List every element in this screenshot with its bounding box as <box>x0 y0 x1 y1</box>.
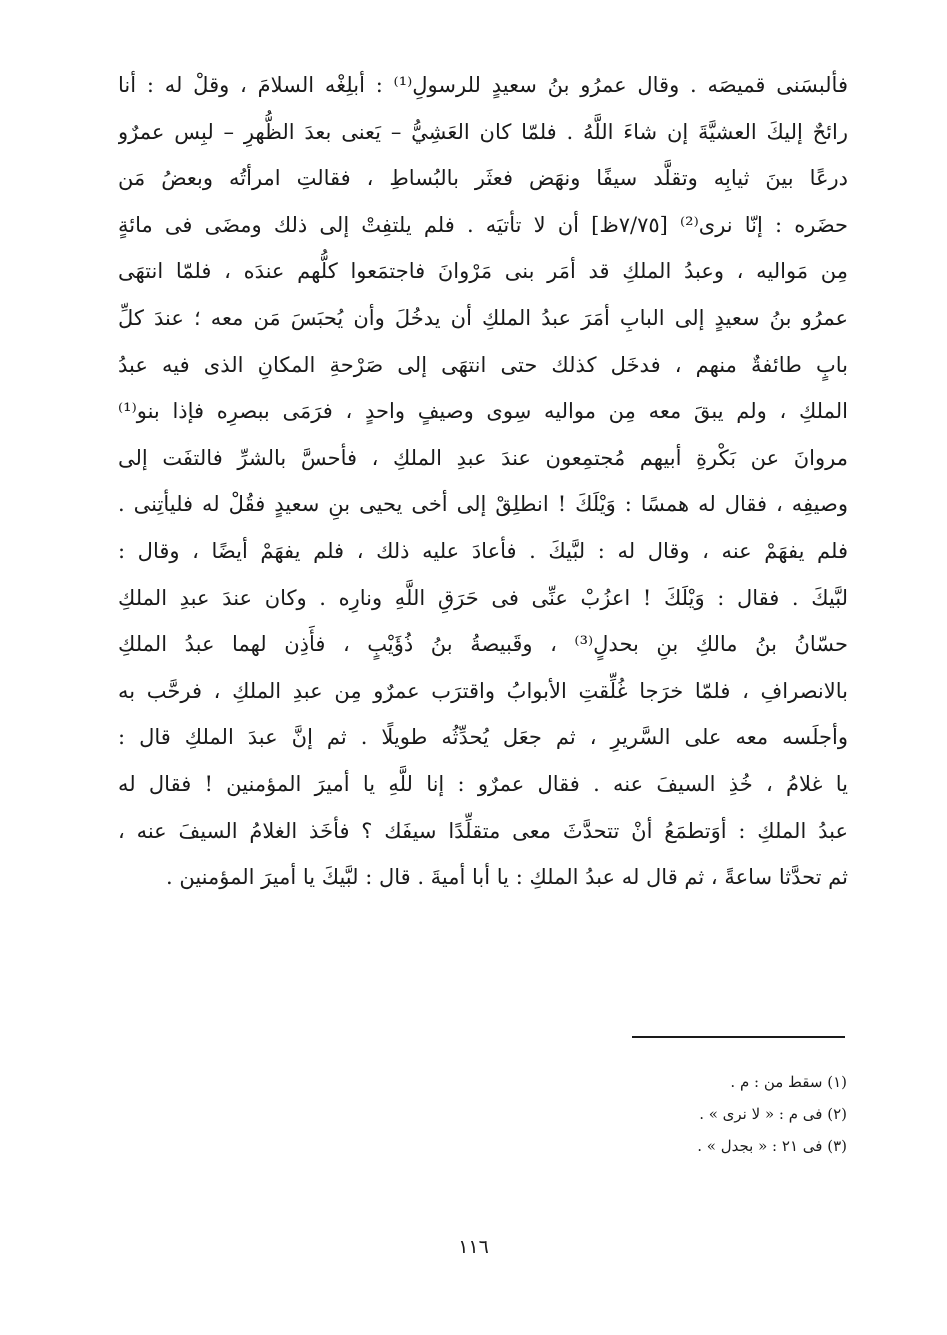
text-line: عبدُ الملكِ : أوَتطمَعُ أنْ تتحدَّثَ معى متقلِّدًا سيفَك ؟ فأخَذ الغلامُ السيفَ عنه ، <box>118 818 848 843</box>
text-line: درعًا بينَ ثيابِه وتقلَّد سيفًا ونهَض فعثَر بالبُساطِ ، فقالتِ امرأتُه وبعضُ مَن <box>118 166 848 191</box>
text-line: وأجلَسه معه على السَّريرِ ، ثم جعَل يُحدِّثُه طويلًا . ثم إنَّ عبدَ الملكِ قال : <box>118 725 848 750</box>
text-line: ثم تحدَّثا ساعةً ، ثم قال له عبدُ الملكِ : يا أبا أميةَ . قال : لبَّيكَ يا أميرَ المؤمنين . <box>166 865 848 890</box>
text-line: مِن مَواليه ، وعبدُ الملكِ قد أمَر بنى مَرْوانَ فاجتمَعوا كلُّهم عندَه ، فلمّا انتهَى <box>118 259 848 284</box>
text-line: يا غلامُ ، خُذِ السيفَ عنه . فقال عمرٌو : إنا للَّهِ يا أميرَ المؤمنين ! فقال له <box>118 771 848 796</box>
text-line: وصيفِه ، فقال له همسًا : وَيْلَكَ ! انطلِقْ إلى أخى يحيى بنِ سعيدٍ فقُلْ له فليأتِنى . <box>118 492 848 517</box>
text-line: لبَّيكَ . فقال : وَيْلَكَ ! اعزُبْ عنِّى فى حَرَقِ اللَّهِ ونارِه . وكان عندَ عبدِ الملكِ <box>118 585 848 610</box>
footnotes <box>447 1066 847 1162</box>
text-line: الملكِ ، ولم يبقَ معه مِن مواليه سِوى وصيفٍ واحدٍ ، فرَمَى ببصرِه فإذا بنو⁽¹⁾ <box>118 399 848 424</box>
text-line: مروانَ عن بَكْرةِ أبيهم مُجتمِعون عندَ عبدِ الملكِ ، فأحسَّ بالشرِّ فالتفَت إلى <box>118 445 848 470</box>
text-line: بالانصرافِ ، فلمّا خرَجا غُلِّقتِ الأبوابُ واقترَب عمرٌو مِن عبدِ الملكِ ، فرحَّب به <box>118 678 848 703</box>
text-line: فألبسَنى قميصَه . وقال عمرُو بنُ سعيدٍ للرسولِ⁽¹⁾ : أبلِغْه السلامَ ، وقلْ له : أنا <box>118 73 848 97</box>
text-line: فلم يفهَمْ عنه ، وقال له : لبَّيكَ . فأعادَ عليه ذلك ، فلم يفهَمْ أيضًا ، وقال : <box>118 538 848 563</box>
page-number: ١١٦ <box>458 1236 489 1258</box>
text-line: حسّانُ بنُ مالكِ بنِ بحدلٍ⁽³⁾ ، وقَبيصةُ بنُ ذُؤَيْبٍ ، فأَذِن لهما عبدُ الملكِ <box>118 632 848 657</box>
footnote-separator <box>632 1036 845 1038</box>
main-text-block <box>118 62 848 901</box>
footnote: (٣) فى ٢١ : « بجدل » . <box>697 1137 847 1155</box>
text-line: حضَره : إنّا نرى⁽²⁾ [٧/٧٥ظ] أن لا تأتيَه . فلم يلتفِتْ إلى ذلك ومضَى فى مائةٍ <box>118 212 848 237</box>
footnote: (٢) فى م : « لا نرى » . <box>699 1105 847 1123</box>
text-line: عمرُو بنُ سعيدٍ إلى البابِ أمَرَ عبدُ الملكِ أن يدخُلَ وأن يُحبَسَ مَن معه ؛ عندَ كلِّ <box>118 305 848 330</box>
text-line: رائحٌ إليكَ العشيَّةَ إن شاءَ اللَّهُ . فلمّا كان العَشِيُّ – يَعنى بعدَ الظُّهرِ – لبِس عمرٌو <box>118 119 848 144</box>
footnote: (١) سقط من : م . <box>730 1073 847 1091</box>
text-line: بابٍ طائفةٌ منهم ، فدخَل كذلك حتى انتهَى إلى صَرْحةِ المكانِ الذى فيه عبدُ <box>118 352 848 377</box>
